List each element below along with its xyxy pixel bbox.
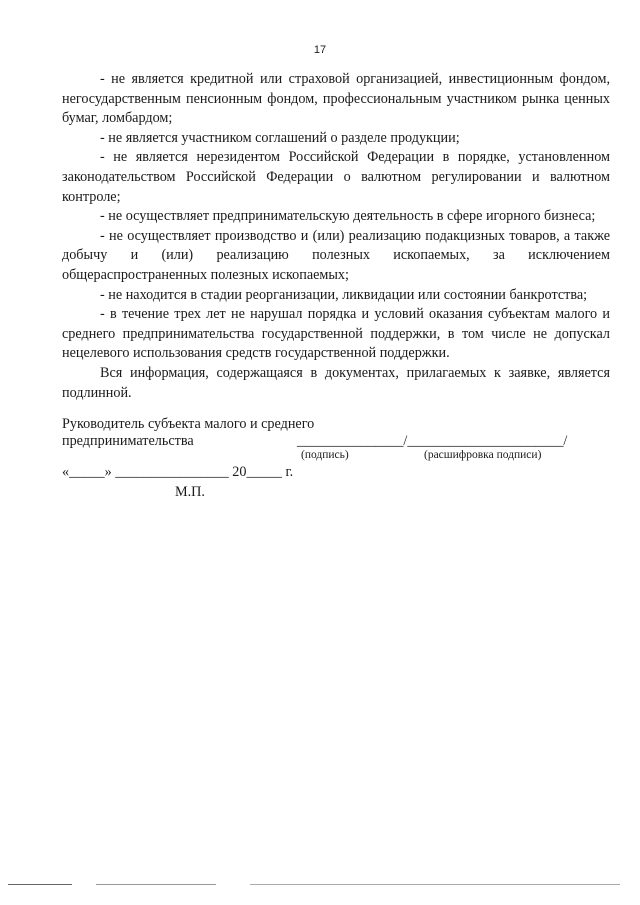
page-number: 17 xyxy=(313,44,327,56)
paragraph-not-gambling: - не осуществляет предпринимательскую деятельность в сфере игорного бизнеса; xyxy=(100,208,596,225)
signatory-role-line2: предпринимательства xyxy=(62,433,194,449)
paragraph-not-reorganization: - не находится в стадии реорганизации, ликвидации или состоянии банкротства; xyxy=(100,286,588,303)
paragraph-not-credit-org: - не является кредитной или страховой организацией, инвестиционным фондом, негосударственным пенсионным фондом, профессиональным участником рынка ценных бумаг, ломбардом; xyxy=(62,71,610,127)
signatory-role-line1: Руководитель субъекта малого и среднего xyxy=(62,416,315,432)
scan-edge-line xyxy=(96,884,216,885)
document-body xyxy=(62,70,610,403)
date-line: «_____» ________________ 20_____ г. xyxy=(62,464,294,480)
signature-block xyxy=(62,416,610,506)
signature-fields: _______________/______________________/ xyxy=(297,433,568,449)
signature-caption: (подпись) xyxy=(301,449,349,461)
paragraph-no-violations: - в течение трех лет не нарушал порядка и условий оказания субъектам малого и среднего предпринимательства государственной поддержки, в том числе не допускал нецелевого использования средств государственной поддержки. xyxy=(62,306,610,362)
stamp-placeholder: М.П. xyxy=(175,484,205,500)
paragraph-info-authentic: Вся информация, содержащаяся в документах, прилагаемых к заявке, является подлинной. xyxy=(62,364,610,401)
signature-decoding-caption: (расшифровка подписи) xyxy=(424,449,542,461)
scan-edge-line xyxy=(250,884,620,885)
paragraph-not-psa-party: - не является участником соглашений о разделе продукции; xyxy=(100,129,460,146)
scan-edge-line xyxy=(8,884,72,885)
paragraph-not-nonresident: - не является нерезидентом Российской Федерации в порядке, установленном законодательством Российской Федерации о валютном регулировании и валютном контроле; xyxy=(62,149,610,205)
paragraph-not-excise-mining: - не осуществляет производство и (или) реализацию подакцизных товаров, а также добычу и (или) реализацию полезных ископаемых, за исключением общераспространенных полезных ископаемых; xyxy=(62,227,610,283)
